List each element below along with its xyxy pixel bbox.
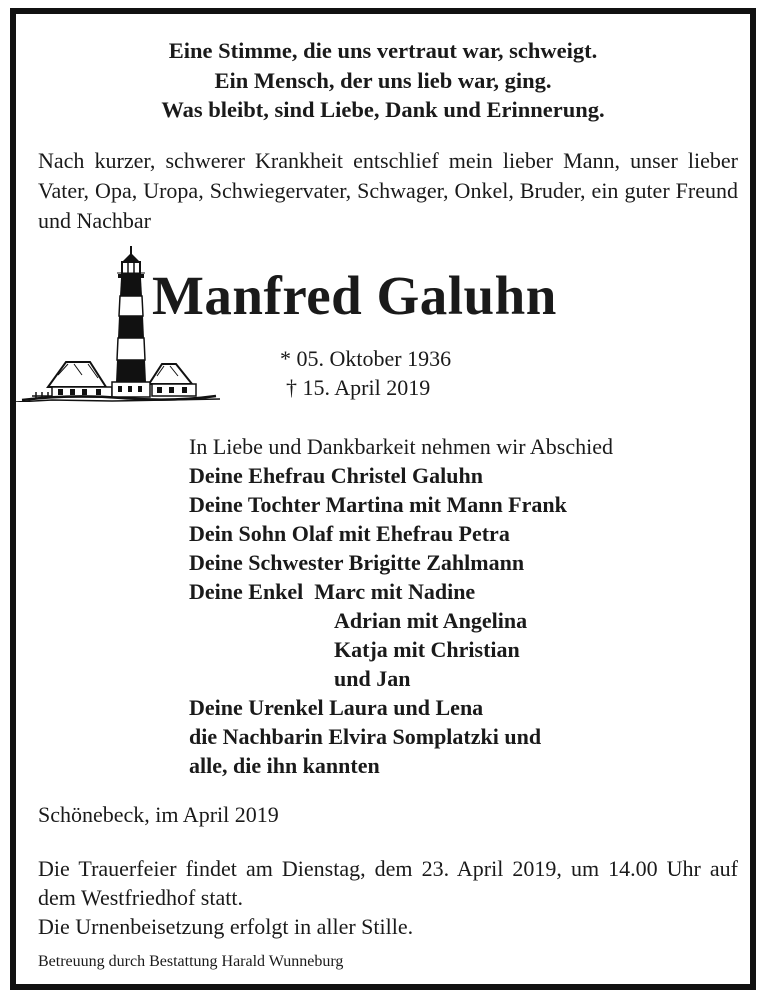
mourner-grandchildren xyxy=(189,577,613,606)
funeral-home-credit: Betreuung durch Bestattung Harald Wunneburg xyxy=(38,953,344,970)
grandchild-entry: und Jan xyxy=(334,666,411,691)
death-date: † 15. April 2019 xyxy=(286,375,431,400)
farewell-line: In Liebe und Dankbarkeit nehmen wir Abschied xyxy=(189,434,613,459)
mourner-great-grandchildren: Deine Urenkel Laura und Lena xyxy=(189,695,484,720)
poem-line-3: Was bleibt, sind Liebe, Dank und Erinnerung. xyxy=(161,97,605,122)
mourner-neighbor: die Nachbarin Elvira Somplatzki und xyxy=(189,724,542,749)
mourner-wife: Deine Ehefrau Christel Galuhn xyxy=(189,463,483,488)
deceased-name: Manfred Galuhn xyxy=(152,265,557,326)
poem xyxy=(16,36,750,125)
mourner-son: Dein Sohn Olaf mit Ehefrau Petra xyxy=(189,521,510,546)
funeral-service: Die Trauerfeier findet am Dienstag, dem 23. April 2019, um 14.00 Uhr auf dem Westfriedhof statt. xyxy=(38,856,738,910)
life-dates xyxy=(280,344,451,402)
place-date: Schönebeck, im April 2019 xyxy=(38,802,279,827)
poem-line-2: Ein Mensch, der uns lieb war, ging. xyxy=(214,67,552,93)
grandchildren-label: Deine Enkel xyxy=(189,579,304,604)
intro-text: Nach kurzer, schwerer Krankheit entschlief mein lieber Mann, unser lieber Vater, Opa, Uropa, Schwiegervater, Schwager, Onkel, Bruder, ein guter Freund und Nachbar xyxy=(38,148,738,233)
funeral-info xyxy=(38,854,738,941)
birth-date: * 05. Oktober 1936 xyxy=(280,346,452,371)
grandchild-entry: Marc mit Nadine xyxy=(314,579,476,604)
grandchild-entry: Katja mit Christian xyxy=(334,637,520,662)
grandchild-entry: Adrian mit Angelina xyxy=(334,608,528,633)
obituary-frame xyxy=(10,8,756,990)
urn-burial: Die Urnenbeisetzung erfolgt in aller Stille. xyxy=(38,914,414,939)
mourner-daughter: Deine Tochter Martina mit Mann Frank xyxy=(189,492,567,517)
mourners-list xyxy=(189,432,613,780)
poem-line-1: Eine Stimme, die uns vertraut war, schweigt. xyxy=(168,38,598,63)
mourner-all: alle, die ihn kannten xyxy=(189,753,380,778)
mourner-sister: Deine Schwester Brigitte Zahlmann xyxy=(189,550,525,575)
